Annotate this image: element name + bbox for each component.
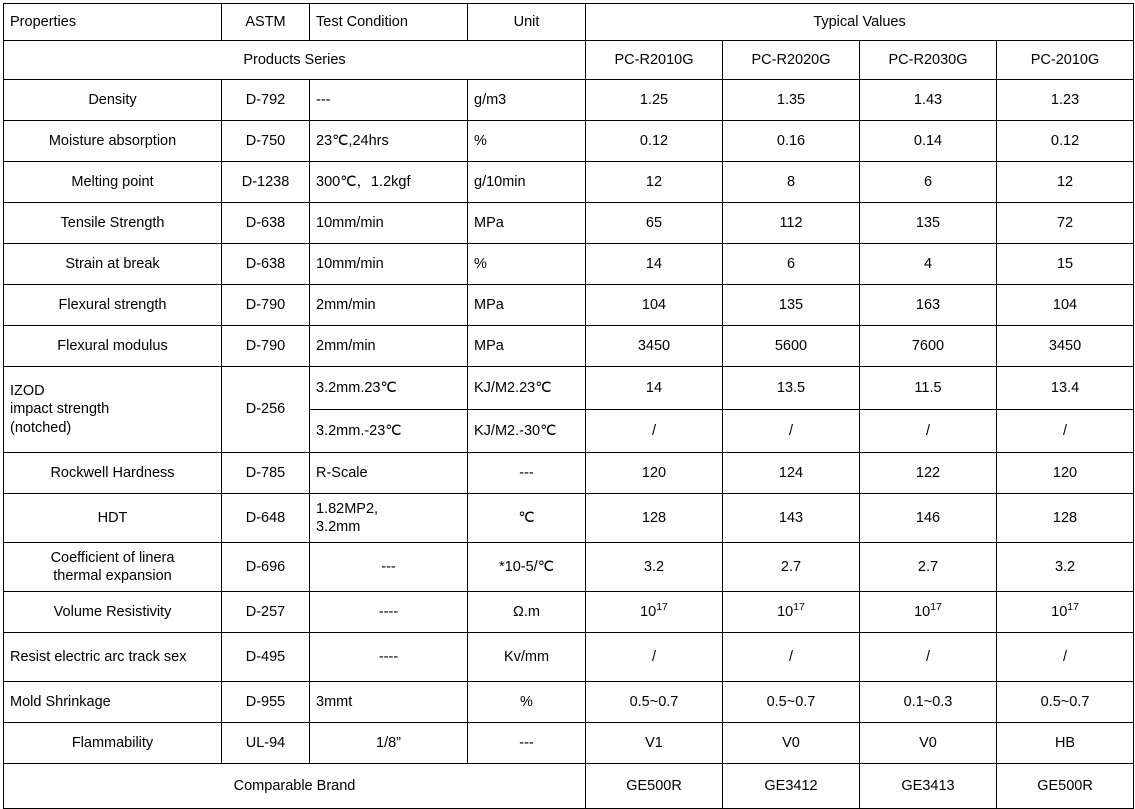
row-value-3: 146 — [860, 494, 997, 543]
comparable-brand-value-4: GE500R — [997, 764, 1134, 809]
table-row — [4, 162, 1134, 203]
table-header-row — [4, 4, 1134, 41]
table-row — [4, 326, 1134, 367]
row-value-2: 112 — [723, 203, 860, 244]
value-base: 10 — [777, 603, 794, 620]
row-condition: 300℃，1.2kgf — [310, 162, 468, 203]
row-value-2: 135 — [723, 285, 860, 326]
row-value-4: HB — [997, 723, 1134, 764]
row-astm: D-790 — [222, 326, 310, 367]
row-astm: D-792 — [222, 80, 310, 121]
table-row — [4, 723, 1134, 764]
value-exponent: 17 — [930, 602, 942, 614]
row-astm: D-750 — [222, 121, 310, 162]
row-astm: D-696 — [222, 543, 310, 592]
row-condition: 23℃,24hrs — [310, 121, 468, 162]
row-condition: 3.2mm.-23℃ — [310, 410, 468, 453]
row-value-2: 1.35 — [723, 80, 860, 121]
row-value-4: 0.5~0.7 — [997, 682, 1134, 723]
row-value-3: 0.14 — [860, 121, 997, 162]
izod-line-2: impact strength — [10, 401, 110, 418]
properties-table — [3, 3, 1134, 809]
row-unit: g/10min — [468, 162, 586, 203]
products-series-label: Products Series — [4, 41, 586, 80]
condition-line-2: 3.2mm — [316, 519, 361, 535]
row-value-2: 0.16 — [723, 121, 860, 162]
product-column-1: PC-R2010G — [586, 41, 723, 80]
row-value-3: 2.7 — [860, 543, 997, 592]
row-value-1: 128 — [586, 494, 723, 543]
row-value-2: 8 — [723, 162, 860, 203]
row-value-4: 128 — [997, 494, 1134, 543]
row-value-1: 65 — [586, 203, 723, 244]
table-row — [4, 203, 1134, 244]
row-value-1: 14 — [586, 367, 723, 410]
row-unit: % — [468, 244, 586, 285]
row-value-2: 2.7 — [723, 543, 860, 592]
comparable-brand-value-2: GE3412 — [723, 764, 860, 809]
row-value-1: 0.12 — [586, 121, 723, 162]
row-unit: Ω.m — [468, 592, 586, 633]
row-value-3: 1.43 — [860, 80, 997, 121]
row-value-3: 135 — [860, 203, 997, 244]
product-column-3: PC-R2030G — [860, 41, 997, 80]
table-row — [4, 244, 1134, 285]
row-value-1: 104 — [586, 285, 723, 326]
table-row — [4, 453, 1134, 494]
row-value-1: 120 — [586, 453, 723, 494]
row-value-1: / — [586, 410, 723, 453]
row-value-2: 124 — [723, 453, 860, 494]
row-value-2: 0.5~0.7 — [723, 682, 860, 723]
row-value-2: 6 — [723, 244, 860, 285]
table-row — [4, 682, 1134, 723]
value-exponent: 17 — [793, 602, 805, 614]
row-value-4: 72 — [997, 203, 1134, 244]
row-unit: MPa — [468, 326, 586, 367]
row-condition: 10mm/min — [310, 203, 468, 244]
row-unit: KJ/M2.23℃ — [468, 367, 586, 410]
row-value-4: / — [997, 410, 1134, 453]
row-value-3: 122 — [860, 453, 997, 494]
row-value-1: 3450 — [586, 326, 723, 367]
row-unit: --- — [468, 723, 586, 764]
row-condition: ---- — [310, 592, 468, 633]
row-condition: R-Scale — [310, 453, 468, 494]
product-column-4: PC-2010G — [997, 41, 1134, 80]
comparable-brand-label: Comparable Brand — [4, 764, 586, 809]
row-value-4: 15 — [997, 244, 1134, 285]
header-test-condition: Test Condition — [310, 4, 468, 41]
property-line-2: thermal expansion — [53, 568, 172, 584]
row-property: Flexural modulus — [4, 326, 222, 367]
row-astm: D-1238 — [222, 162, 310, 203]
row-value-3: / — [860, 633, 997, 682]
row-condition — [310, 494, 468, 543]
row-property-izod — [4, 367, 222, 453]
row-value-1: 12 — [586, 162, 723, 203]
row-value-4: 3.2 — [997, 543, 1134, 592]
products-series-row — [4, 41, 1134, 80]
row-value-2: 13.5 — [723, 367, 860, 410]
row-value-3: 6 — [860, 162, 997, 203]
row-value-4: 0.12 — [997, 121, 1134, 162]
value-base: 10 — [640, 603, 657, 620]
row-property: Moisture absorption — [4, 121, 222, 162]
row-value-2: 143 — [723, 494, 860, 543]
row-condition: 3.2mm.23℃ — [310, 367, 468, 410]
row-value-3: 11.5 — [860, 367, 997, 410]
row-property: Flammability — [4, 723, 222, 764]
row-astm: D-257 — [222, 592, 310, 633]
row-astm: D-790 — [222, 285, 310, 326]
header-typical-values: Typical Values — [586, 4, 1134, 41]
header-properties: Properties — [4, 4, 222, 41]
row-astm-izod: D-256 — [222, 367, 310, 453]
row-value-1: 0.5~0.7 — [586, 682, 723, 723]
row-unit: --- — [468, 453, 586, 494]
row-unit: KJ/M2.-30℃ — [468, 410, 586, 453]
value-exponent: 17 — [656, 602, 668, 614]
row-value-3: 7600 — [860, 326, 997, 367]
table-row — [4, 121, 1134, 162]
row-value-2: 5600 — [723, 326, 860, 367]
table-row-izod-23c — [4, 367, 1134, 410]
row-property: HDT — [4, 494, 222, 543]
row-property: Density — [4, 80, 222, 121]
row-value-4: 104 — [997, 285, 1134, 326]
row-unit: MPa — [468, 203, 586, 244]
comparable-brand-row — [4, 764, 1134, 809]
comparable-brand-value-1: GE500R — [586, 764, 723, 809]
row-value-4: 13.4 — [997, 367, 1134, 410]
row-value-1: 3.2 — [586, 543, 723, 592]
row-property: Melting point — [4, 162, 222, 203]
row-value-4: / — [997, 633, 1134, 682]
row-astm: D-638 — [222, 244, 310, 285]
row-astm: D-648 — [222, 494, 310, 543]
row-value-1: 14 — [586, 244, 723, 285]
row-value-2 — [723, 592, 860, 633]
row-value-2: / — [723, 410, 860, 453]
row-property: Flexural strength — [4, 285, 222, 326]
value-base: 10 — [914, 603, 931, 620]
row-property: Strain at break — [4, 244, 222, 285]
row-condition: 2mm/min — [310, 326, 468, 367]
row-value-4: 120 — [997, 453, 1134, 494]
row-unit: Kv/mm — [468, 633, 586, 682]
table-row — [4, 285, 1134, 326]
row-condition: 10mm/min — [310, 244, 468, 285]
row-astm: D-785 — [222, 453, 310, 494]
row-value-4: 12 — [997, 162, 1134, 203]
row-value-3 — [860, 592, 997, 633]
row-condition: --- — [310, 80, 468, 121]
row-property — [4, 543, 222, 592]
row-unit: % — [468, 121, 586, 162]
value-base: 10 — [1051, 603, 1068, 620]
row-value-2: / — [723, 633, 860, 682]
row-value-1: / — [586, 633, 723, 682]
row-value-3: 4 — [860, 244, 997, 285]
row-condition: 1/8” — [310, 723, 468, 764]
table-row — [4, 633, 1134, 682]
row-condition: 3mmt — [310, 682, 468, 723]
row-value-3: / — [860, 410, 997, 453]
product-column-2: PC-R2020G — [723, 41, 860, 80]
row-astm: UL-94 — [222, 723, 310, 764]
table-row — [4, 80, 1134, 121]
row-value-4: 1.23 — [997, 80, 1134, 121]
izod-line-1: IZOD — [10, 383, 45, 400]
row-value-1 — [586, 592, 723, 633]
spec-sheet — [0, 3, 1135, 794]
row-value-1: 1.25 — [586, 80, 723, 121]
header-unit: Unit — [468, 4, 586, 41]
table-row — [4, 543, 1134, 592]
table-row — [4, 494, 1134, 543]
value-exponent: 17 — [1067, 602, 1079, 614]
row-property: Resist electric arc track sex — [4, 633, 222, 682]
row-property: Mold Shrinkage — [4, 682, 222, 723]
izod-line-3: (notched) — [10, 419, 72, 436]
row-astm: D-955 — [222, 682, 310, 723]
comparable-brand-value-3: GE3413 — [860, 764, 997, 809]
condition-line-1: 1.82MP2, — [316, 500, 379, 517]
row-value-4 — [997, 592, 1134, 633]
row-condition: 2mm/min — [310, 285, 468, 326]
header-astm: ASTM — [222, 4, 310, 41]
row-condition: ---- — [310, 633, 468, 682]
row-unit: MPa — [468, 285, 586, 326]
row-value-2: V0 — [723, 723, 860, 764]
row-value-1: V1 — [586, 723, 723, 764]
row-property: Rockwell Hardness — [4, 453, 222, 494]
row-property: Volume Resistivity — [4, 592, 222, 633]
row-unit: % — [468, 682, 586, 723]
row-value-3: V0 — [860, 723, 997, 764]
row-value-3: 163 — [860, 285, 997, 326]
row-property: Tensile Strength — [4, 203, 222, 244]
row-condition: --- — [310, 543, 468, 592]
row-unit: *10-5/℃ — [468, 543, 586, 592]
property-line-1: Coefficient of linera — [50, 549, 175, 566]
row-unit: g/m3 — [468, 80, 586, 121]
row-astm: D-638 — [222, 203, 310, 244]
row-unit: ℃ — [468, 494, 586, 543]
row-astm: D-495 — [222, 633, 310, 682]
table-row — [4, 592, 1134, 633]
row-value-3: 0.1~0.3 — [860, 682, 997, 723]
row-value-4: 3450 — [997, 326, 1134, 367]
